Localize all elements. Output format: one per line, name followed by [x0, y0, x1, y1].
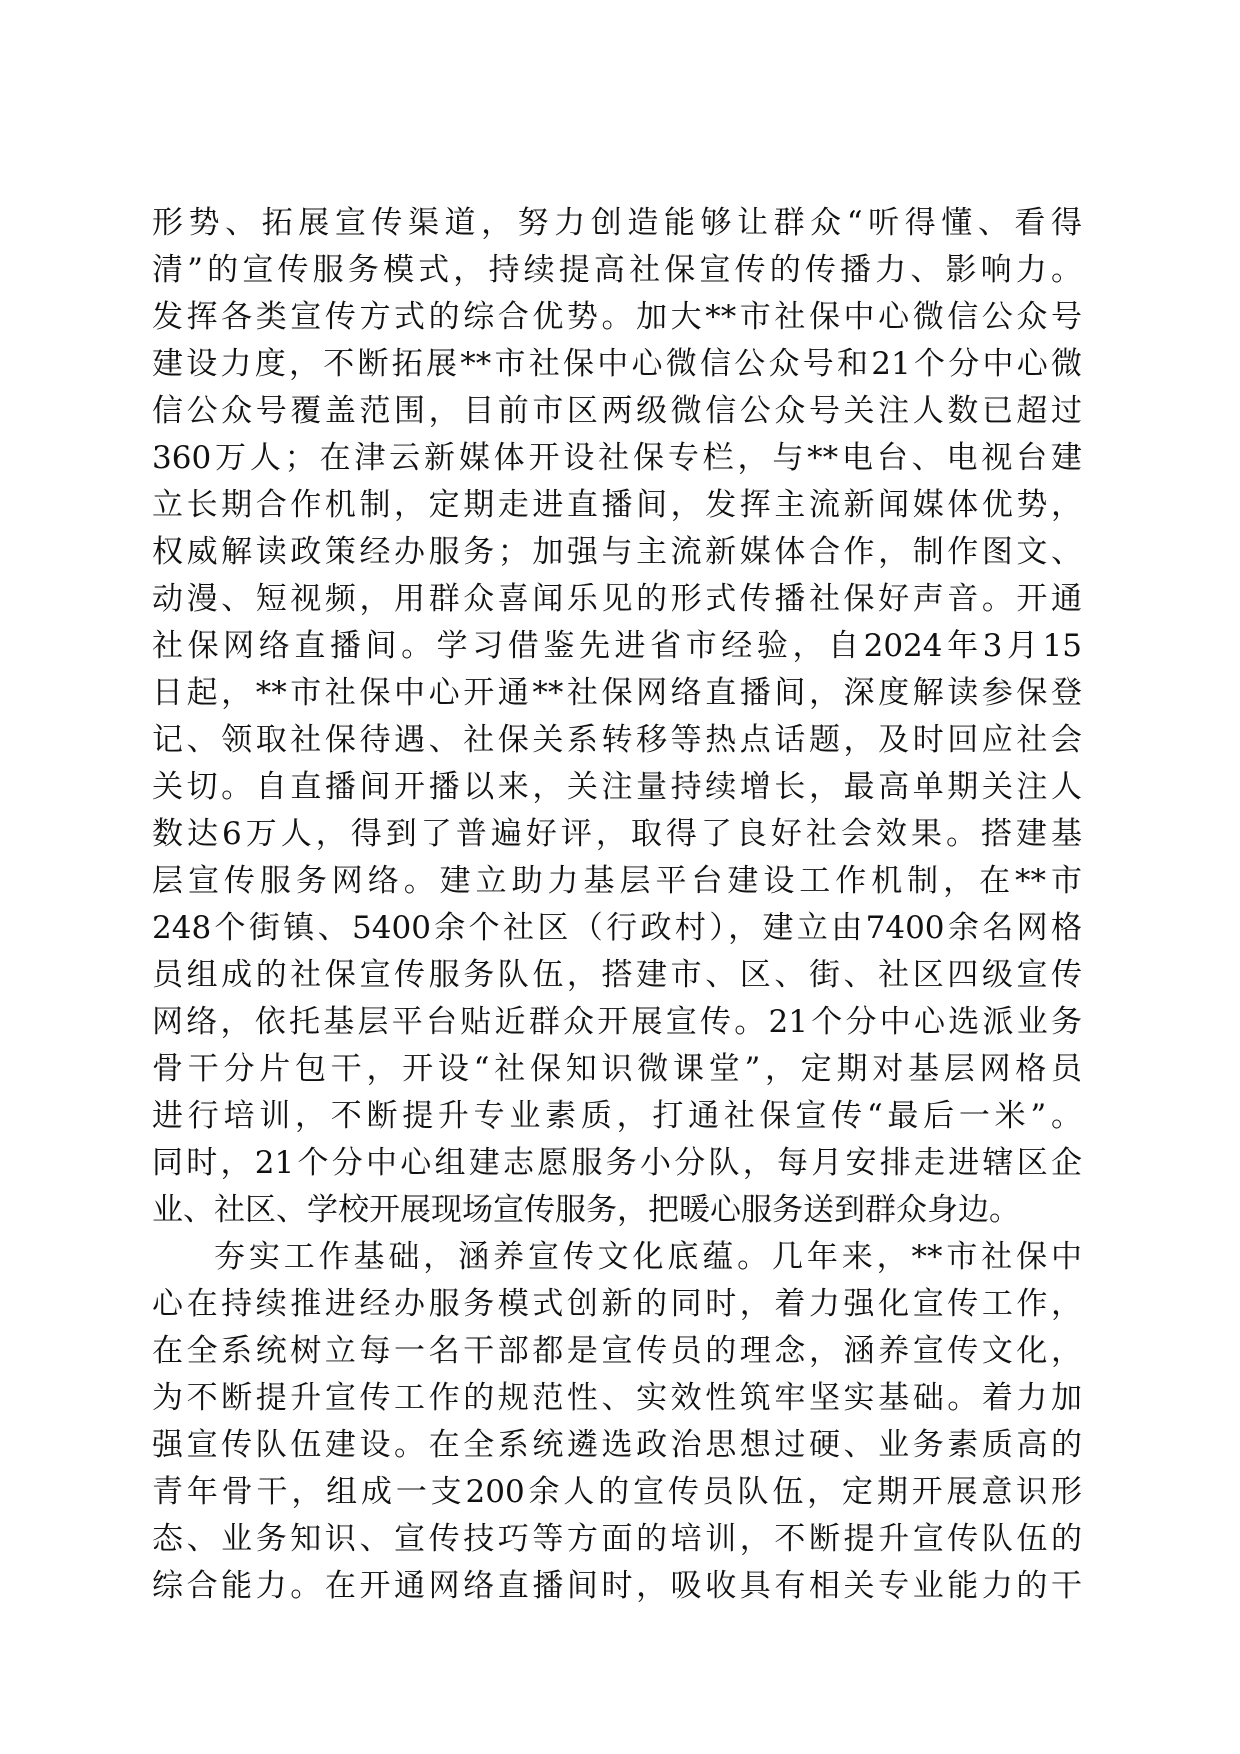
text-line: 骨干分片包干，开设“社保知识微课堂”，定期对基层网格员	[152, 1051, 1082, 1087]
text-line: 员组成的社保宣传服务队伍，搭建市、区、街、社区四级宣传	[152, 957, 1082, 993]
text-line: 发挥各类宣传方式的综合优势。加大**市社保中心微信公众号	[152, 299, 1082, 335]
text-line: 动漫、短视频，用群众喜闻乐见的形式传播社保好声音。开通	[152, 581, 1082, 617]
text-line: 权威解读政策经办服务；加强与主流新媒体合作，制作图文、	[152, 534, 1082, 570]
text-line: 综合能力。在开通网络直播间时，吸收具有相关专业能力的干	[152, 1568, 1082, 1604]
text-line: 关切。自直播间开播以来，关注量持续增长，最高单期关注人	[152, 769, 1082, 805]
text-line: 业、社区、学校开展现场宣传服务，把暖心服务送到群众身边。	[152, 1192, 1020, 1228]
text-line: 360万人；在津云新媒体开设社保专栏，与**电台、电视台建	[152, 440, 1082, 476]
text-line: 态、业务知识、宣传技巧等方面的培训，不断提升宣传队伍的	[152, 1521, 1082, 1557]
text-line: 信公众号覆盖范围，目前市区两级微信公众号关注人数已超过	[152, 393, 1082, 429]
text-line: 层宣传服务网络。建立助力基层平台建设工作机制，在**市	[152, 863, 1082, 899]
text-line: 日起，**市社保中心开通**社保网络直播间，深度解读参保登	[152, 675, 1082, 711]
text-line: 记、领取社保待遇、社保关系转移等热点话题，及时回应社会	[152, 722, 1082, 758]
text-line: 立长期合作机制，定期走进直播间，发挥主流新闻媒体优势，	[152, 487, 1082, 523]
text-line: 清”的宣传服务模式，持续提高社保宣传的传播力、影响力。	[152, 252, 1082, 288]
text-line: 青年骨干，组成一支200余人的宣传员队伍，定期开展意识形	[152, 1474, 1082, 1510]
text-line: 同时，21个分中心组建志愿服务小分队，每月安排走进辖区企	[152, 1145, 1082, 1181]
text-line: 在全系统树立每一名干部都是宣传员的理念，涵养宣传文化，	[152, 1333, 1082, 1369]
text-line: 形势、拓展宣传渠道，努力创造能够让群众“听得懂、看得	[152, 205, 1082, 241]
text-line: 建设力度，不断拓展**市社保中心微信公众号和21个分中心微	[152, 346, 1082, 382]
text-line: 为不断提升宣传工作的规范性、实效性筑牢坚实基础。着力加	[152, 1380, 1082, 1416]
text-line: 强宣传队伍建设。在全系统遴选政治思想过硬、业务素质高的	[152, 1427, 1082, 1463]
text-line: 数达6万人，得到了普遍好评，取得了良好社会效果。搭建基	[152, 816, 1082, 852]
text-line: 社保网络直播间。学习借鉴先进省市经验，自2024年3月15	[152, 628, 1082, 664]
text-line: 网络，依托基层平台贴近群众开展宣传。21个分中心选派业务	[152, 1004, 1082, 1040]
text-line: 进行培训，不断提升专业素质，打通社保宣传“最后一米”。	[152, 1098, 1082, 1134]
text-line: 心在持续推进经办服务模式创新的同时，着力强化宣传工作，	[152, 1286, 1082, 1322]
text-line: 248个街镇、5400余个社区（行政村），建立由7400余名网格	[152, 910, 1082, 946]
paragraph-start-line: 夯实工作基础，涵养宣传文化底蕴。几年来，**市社保中	[214, 1239, 1082, 1275]
body-text	[152, 200, 1082, 1610]
